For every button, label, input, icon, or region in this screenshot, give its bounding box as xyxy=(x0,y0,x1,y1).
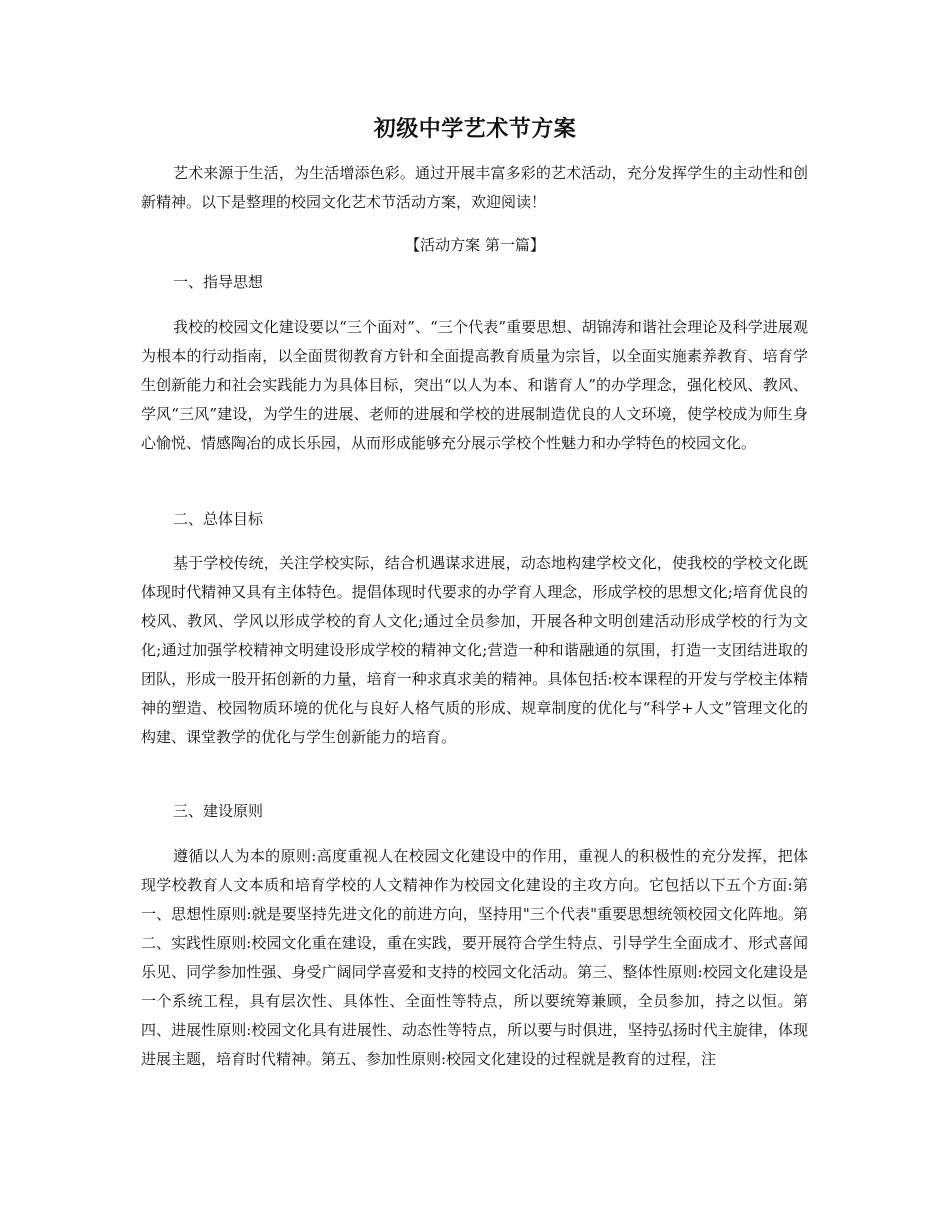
section-body-guiding-ideology: 我校的校园文化建设要以“三个面对”、“三个代表”重要思想、胡锦涛和谐社会理论及科学进展观为根本的行动指南，以全面贯彻教育方针和全面提高教育质量为宗旨，以全面实施素养教育、培育学生创新能力和社会实践能力为具体目标，突出“以人为本、和谐育人”的办学理念，强化校风、教风、学风“三风”建设，为学生的进展、老师的进展和学校的进展制造优良的人文环境，使学校成为师生身心愉悦、情感陶冶的成长乐园，从而形成能够充分展示学校个性魅力和办学特色的校园文化。 xyxy=(141,318,808,452)
document-title: 初级中学艺术节方案 xyxy=(373,116,577,142)
section-heading-principles: 三、建设原则 xyxy=(173,802,264,820)
section-heading-overall-goals: 二、总体目标 xyxy=(173,510,264,528)
section-body-overall-goals: 基于学校传统，关注学校实际，结合机遇谋求进展，动态地构建学校文化，使我校的学校文化既体现时代精神又具有主体特色。提倡体现时代要求的办学育人理念，形成学校的思想文化;培育优良的校风、教风、学风以形成学校的育人文化;通过全员参加，开展各种文明创建活动形成学校的行为文化;通过加强学校精神文明建设形成学校的精神文化;营造一种和谐融通的氛围，打造一支团结进取的团队，形成一股开拓创新的力量，培育一种求真求美的精神。具体包括:校本课程的开发与学校主体精神的塑造、校园物质环境的优化与良好人格气质的形成、规章制度的优化与“科学+人文”管理文化的构建、课堂教学的优化与学生创新能力的培育。 xyxy=(141,554,808,746)
section-body-principles: 遵循以人为本的原则:高度重视人在校园文化建设中的作用，重视人的积极性的充分发挥，把体现学校教育人文本质和培育学校的人文精神作为校园文化建设的主攻方向。它包括以下五个方面:第一、思想性原则:就是要坚持先进文化的前进方向，坚持用"三个代表"重要思想统领校园文化阵地。第二、实践性原则:校园文化重在建设，重在实践，要开展符合学生特点、引导学生全面成才、形式喜闻乐见、同学参加性强、身受广阔同学喜爱和支持的校园文化活动。第三、整体性原则:校园文化建设是一个系统工程，具有层次性、具体性、全面性等特点，所以要统筹兼顾，全员参加，持之以恒。第四、进展性原则:校园文化具有进展性、动态性等特点，所以要与时俱进，坚持弘扬时代主旋律，体现进展主题，培育时代精神。第五、参加性原则:校园文化建设的过程就是教育的过程，注 xyxy=(141,847,808,1068)
intro-paragraph: 艺术来源于生活，为生活增添色彩。通过开展丰富多彩的艺术活动，充分发挥学生的主动性和创新精神。以下是整理的校园文化艺术节活动方案，欢迎阅读！ xyxy=(141,164,808,211)
section-heading-guiding-ideology: 一、指导思想 xyxy=(173,273,264,291)
section-label: 【活动方案 第一篇】 xyxy=(405,236,545,254)
